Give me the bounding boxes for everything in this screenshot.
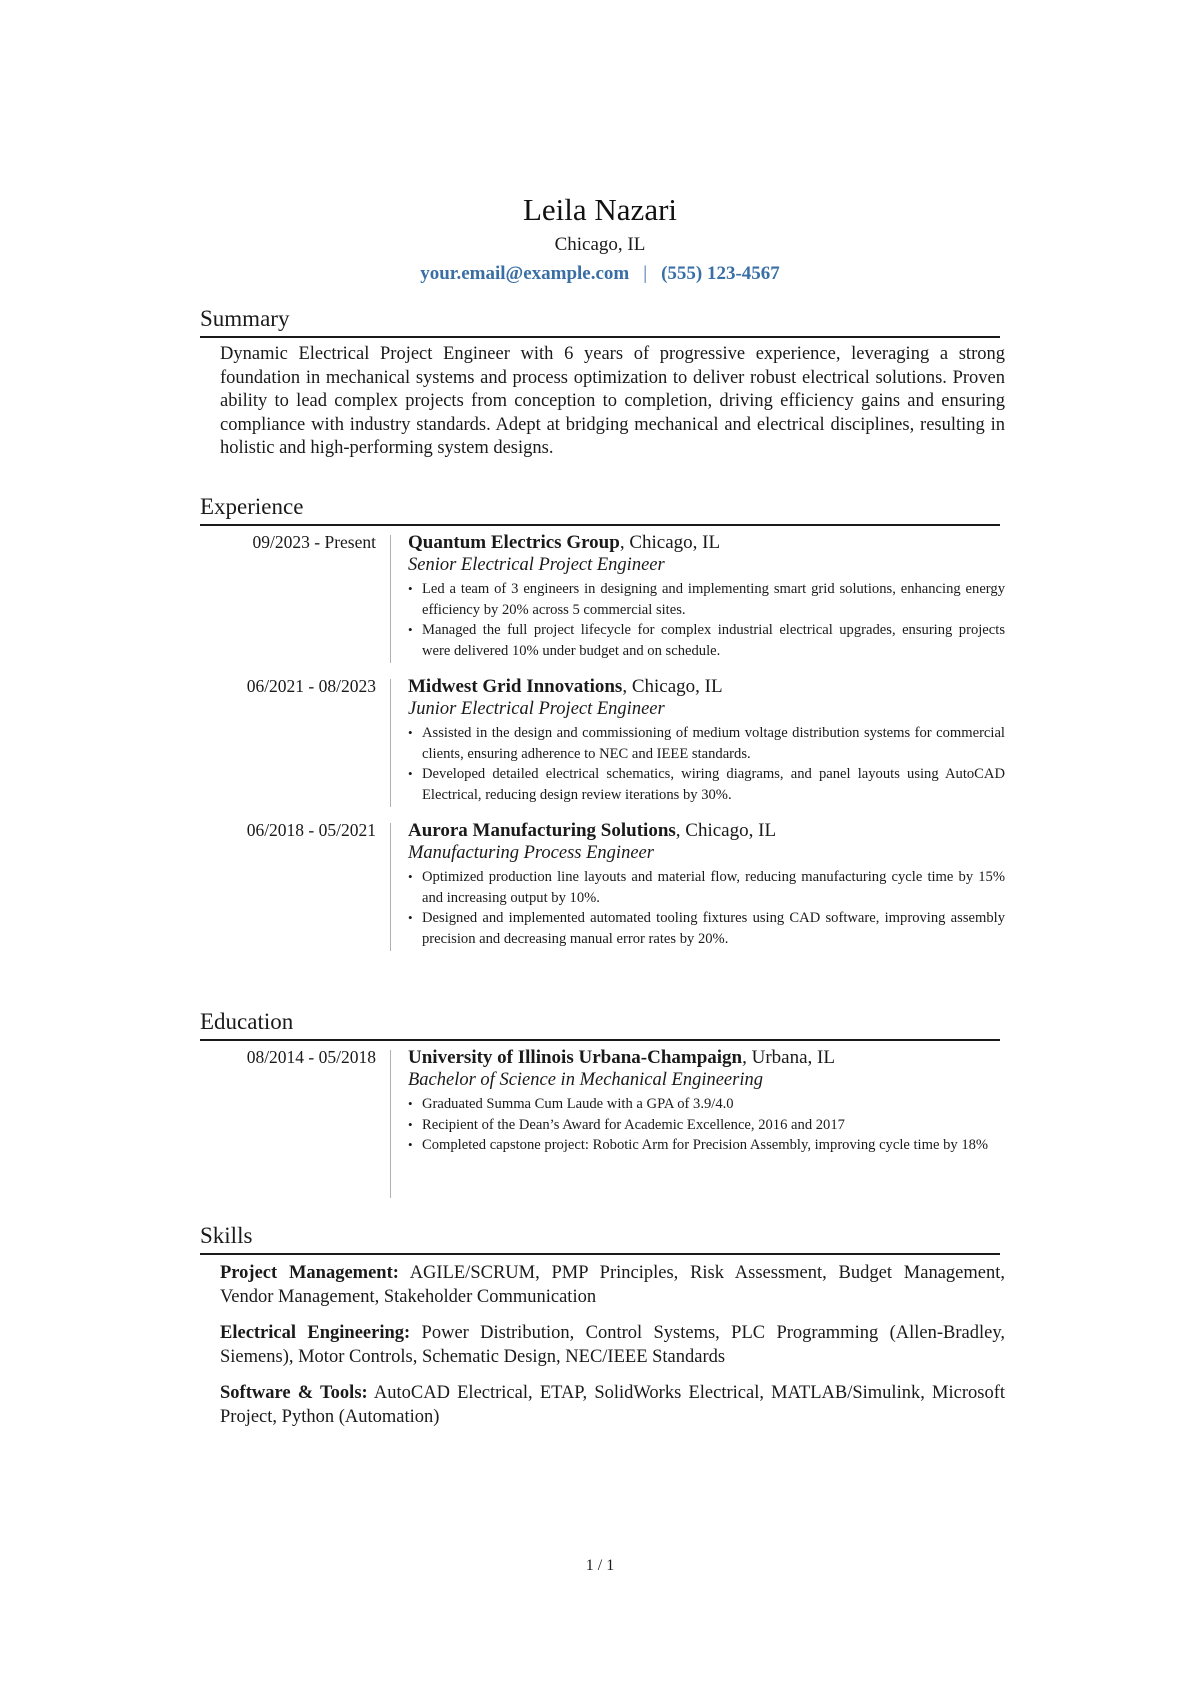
page-number: 1 / 1 <box>585 1557 615 1574</box>
entry-org-name: Aurora Manufacturing Solutions <box>408 820 676 841</box>
entry-role: Bachelor of Science in Mechanical Engineering <box>408 1070 763 1090</box>
entry-org-location: , Chicago, IL <box>675 820 777 841</box>
entry-date: 06/2021 - 08/2023 <box>246 676 376 696</box>
entry-divider <box>390 679 391 807</box>
entry-role: Manufacturing Process Engineer <box>408 843 654 863</box>
list-item: • Optimized production line layouts and material flow, reducing manufacturing cycle time by 15% and increasing output by 10%. <box>408 867 1005 908</box>
entry-divider <box>390 823 391 951</box>
experience-heading: Experience <box>200 493 1000 526</box>
entry-bullets <box>408 1094 1005 1156</box>
entry-divider <box>390 535 391 663</box>
entry-date: 09/2023 - Present <box>252 532 376 552</box>
skills-heading: Skills <box>200 1222 1000 1255</box>
entry-organization <box>408 1046 1005 1069</box>
entry-bullets <box>408 579 1005 661</box>
skill-group <box>220 1382 1005 1429</box>
contact-line <box>200 262 1000 286</box>
list-item: • Designed and implemented automated tooling fixtures using CAD software, improving assembly precision and decreasing manual error rates by 20%. <box>408 908 1005 949</box>
entry-org-name: Quantum Electrics Group <box>408 532 620 553</box>
phone-link[interactable]: (555) 123-4567 <box>661 263 780 284</box>
entry-date: 08/2014 - 05/2018 <box>246 1047 376 1067</box>
entry-org-location: , Chicago, IL <box>622 676 723 697</box>
list-item: • Managed the full project lifecycle for complex industrial electrical upgrades, ensuring projects were delivered 10% under budget and on schedule. <box>408 620 1005 661</box>
entry-organization <box>408 675 1005 698</box>
entry-role: Junior Electrical Project Engineer <box>408 699 665 719</box>
entry-role: Senior Electrical Project Engineer <box>408 555 665 575</box>
entry-organization <box>408 819 1005 842</box>
skill-group-list: AGILE/SCRUM, PMP Principles, Risk Assessment, Budget Management, Vendor Management, Stakeholder Communication <box>220 1263 1005 1307</box>
skill-group-label: Software & Tools: <box>220 1383 368 1403</box>
skill-group <box>220 1262 1005 1309</box>
skill-group-list: AutoCAD Electrical, ETAP, SolidWorks Electrical, MATLAB/Simulink, Microsoft Project, Python (Automation) <box>220 1383 1006 1427</box>
entry-org-name: University of Illinois Urbana-Champaign <box>408 1047 743 1068</box>
email-link[interactable]: your.email@example.com <box>420 263 630 284</box>
list-item: • Assisted in the design and commissioning of medium voltage distribution systems for commercial clients, ensuring adherence to NEC and IEEE standards. <box>408 723 1005 764</box>
education-heading: Education <box>200 1008 1000 1041</box>
entry-bullets <box>408 723 1005 805</box>
list-item: • Recipient of the Dean’s Award for Academic Excellence, 2016 and 2017 <box>408 1115 1005 1136</box>
contact-separator: | <box>643 263 648 284</box>
entry-organization <box>408 531 1005 554</box>
entry-body <box>408 819 1005 949</box>
entry-body <box>408 675 1005 805</box>
list-item: • Graduated Summa Cum Laude with a GPA of 3.9/4.0 <box>408 1094 1005 1115</box>
skill-group <box>220 1322 1005 1369</box>
entry-date: 06/2018 - 05/2021 <box>246 820 376 840</box>
summary-heading: Summary <box>200 305 1000 338</box>
skill-group-label: Project Management: <box>220 1263 399 1283</box>
list-item: • Developed detailed electrical schematics, wiring diagrams, and panel layouts using AutoCAD Electrical, reducing design review iterations by 30%. <box>408 764 1005 805</box>
skill-group-label: Electrical Engineering: <box>220 1323 411 1343</box>
entry-org-location: , Chicago, IL <box>619 532 721 553</box>
entry-bullets <box>408 867 1005 949</box>
list-item: • Led a team of 3 engineers in designing and implementing smart grid solutions, enhancing energy efficiency by 20% across 5 commercial sites. <box>408 579 1005 620</box>
candidate-location: Chicago, IL <box>554 234 646 255</box>
list-item: • Completed capstone project: Robotic Arm for Precision Assembly, improving cycle time by 18% <box>408 1135 1005 1156</box>
entry-org-name: Midwest Grid Innovations <box>408 676 623 697</box>
skill-group-list: Power Distribution, Control Systems, PLC Programming (Allen-Bradley, Siemens), Motor Controls, Schematic Design, NEC/IEEE Standards <box>220 1323 1005 1367</box>
entry-divider <box>390 1050 391 1198</box>
entry-body <box>408 531 1005 661</box>
entry-body <box>408 1046 1005 1156</box>
candidate-name: Leila Nazari <box>522 192 678 227</box>
summary-text: Dynamic Electrical Project Engineer with 6 years of progressive experience, leveraging a strong foundation in mechanical systems and process optimization to deliver robust electrical solutions. Proven ability to lead complex projects from conception to completion, driving efficiency gains and ensuring compliance with industry standards. Adept at bridging mechanical and electrical disciplines, resulting in holistic and high-performing system designs. <box>220 344 1005 458</box>
entry-org-location: , Urbana, IL <box>742 1047 835 1068</box>
